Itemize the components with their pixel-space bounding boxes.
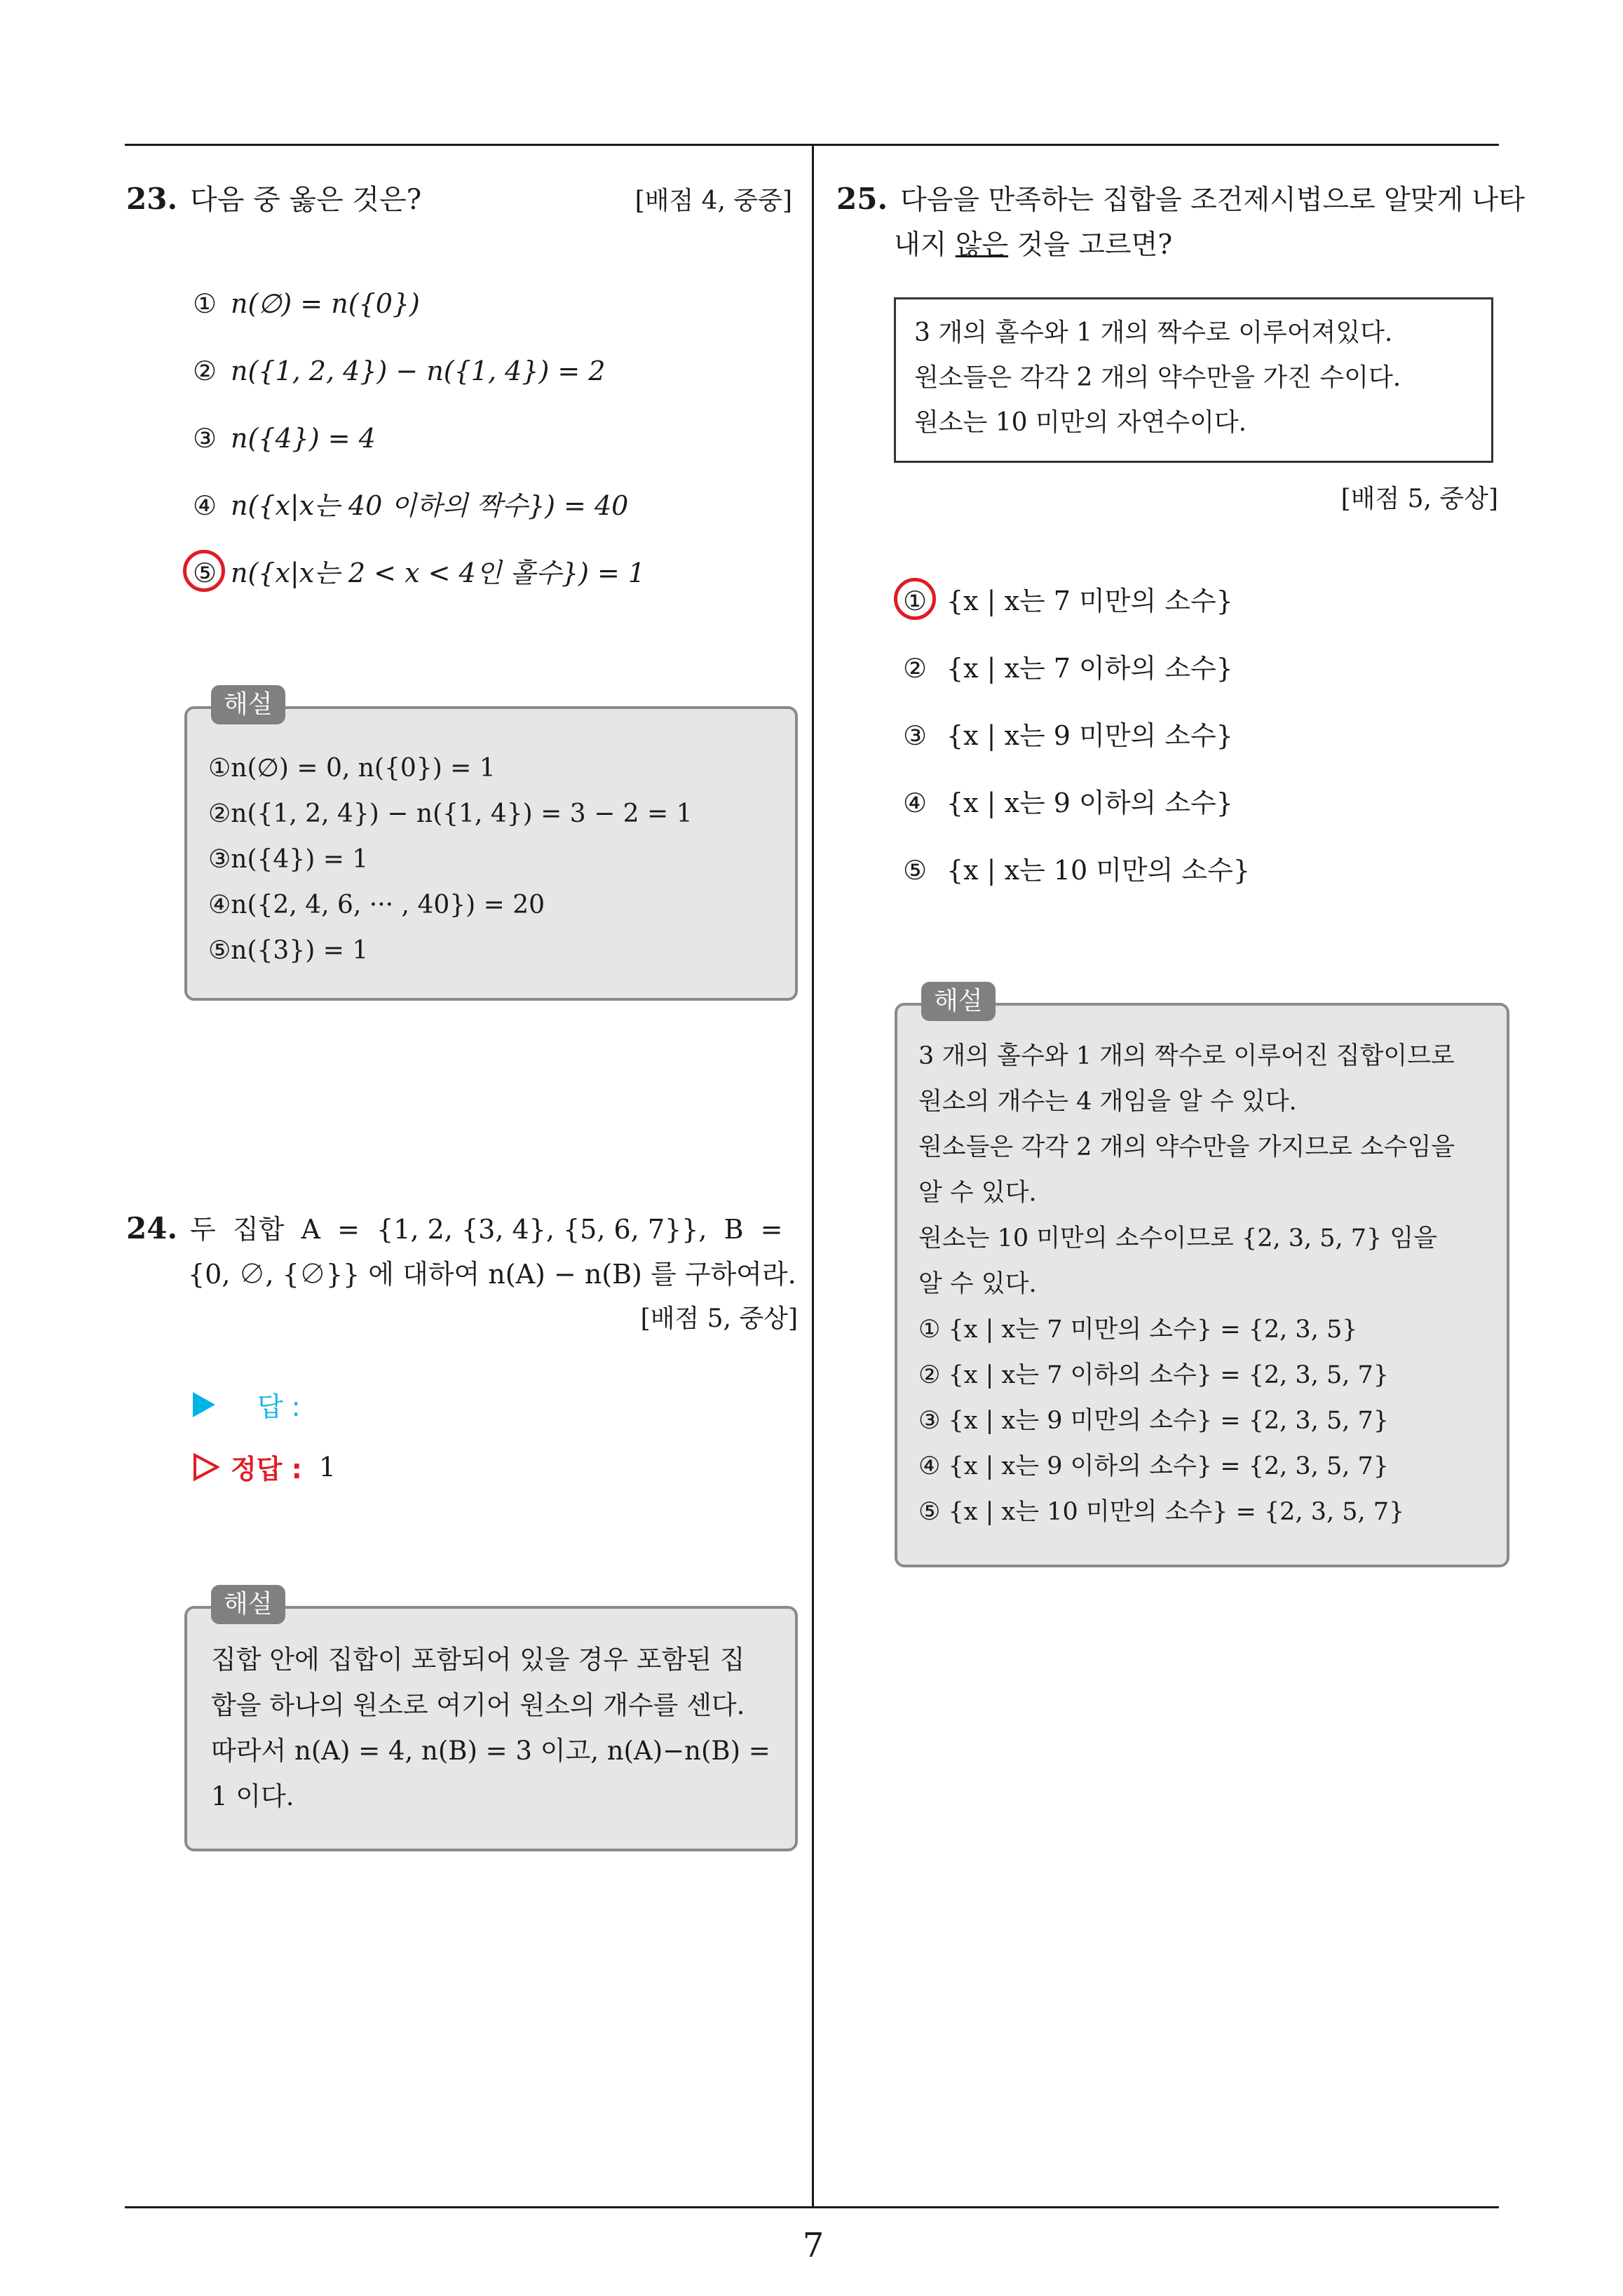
option-number: ⑤ <box>193 558 217 588</box>
option-5[interactable] <box>903 853 1492 888</box>
option-text: {x | x는 9 미만의 소수} <box>946 720 1233 751</box>
selected-answer-circle <box>894 578 936 620</box>
option-5[interactable] <box>193 555 796 590</box>
explanation-line: 원소들은 각각 2 개의 약수만을 가지므로 소수임을 <box>918 1133 1455 1161</box>
explanation-line: ⑤ {x | x는 10 미만의 소수} = {2, 3, 5, 7} <box>918 1498 1405 1526</box>
option-text: {x | x는 7 이하의 소수} <box>946 653 1233 684</box>
condition-line: 원소들은 각각 2 개의 약수만을 가진 수이다. <box>914 363 1401 392</box>
option-text: n({1, 2, 4}) − n({1, 4}) = 2 <box>231 356 606 386</box>
question-text-line-1: 두 집합 A = {1, 2, {3, 4}, {5, 6, 7}}, B = <box>190 1214 783 1245</box>
q23-options <box>193 286 796 590</box>
option-number: ② <box>903 653 928 684</box>
explanation-line: 집합 안에 집합이 포함되어 있을 경우 포함된 집 <box>211 1645 745 1675</box>
option-number: ④ <box>193 490 217 521</box>
option-1[interactable] <box>903 583 1492 619</box>
option-text: n({4}) = 4 <box>231 423 376 454</box>
explanation-text <box>211 1637 770 1819</box>
option-1[interactable] <box>193 286 796 321</box>
option-number: ④ <box>903 788 928 818</box>
question-23 <box>126 177 792 224</box>
page-number: 7 <box>802 2226 824 2265</box>
explanation-line: ④ {x | x는 9 이하의 소수} = {2, 3, 5, 7} <box>918 1452 1390 1480</box>
explanation-line: 합을 하나의 원소로 여기어 원소의 개수를 센다. <box>211 1690 745 1720</box>
option-text: n(∅) = n({0}) <box>231 288 420 319</box>
explanation-line: 1 이다. <box>211 1781 294 1811</box>
underlined-word: 않은 <box>955 229 1009 261</box>
selected-answer-circle <box>183 550 225 592</box>
question-text-line-1: 다음을 만족하는 집합을 조건제시법으로 알맞게 나타 <box>900 184 1525 216</box>
explanation-line: ②n({1, 2, 4}) − n({1, 4}) = 3 − 2 = 1 <box>208 799 693 828</box>
correct-label: 정답 : <box>231 1454 302 1485</box>
question-number: 25. <box>836 182 888 216</box>
option-text: n({x|x는 2 < x < 4인 홀수}) = 1 <box>231 558 646 588</box>
option-number: ③ <box>193 423 217 454</box>
option-number: ⑤ <box>903 855 928 886</box>
explanation-line: 원소는 10 미만의 소수이므로 {2, 3, 5, 7} 임을 <box>918 1224 1438 1252</box>
points-label: [배점 4, 중중] <box>634 187 792 215</box>
q24-explanation-box <box>184 1590 798 1851</box>
answer-label: 답 : <box>257 1391 301 1422</box>
explanation-line: 원소의 개수는 4 개임을 알 수 있다. <box>918 1088 1297 1116</box>
option-number: ① <box>193 288 217 319</box>
question-text-line-2: {0, ∅, {∅}} 에 대하여 n(A) − n(B) 를 구하여라. <box>188 1259 796 1290</box>
explanation-line: ② {x | x는 7 이하의 소수} = {2, 3, 5, 7} <box>918 1361 1390 1389</box>
explanation-text <box>918 1034 1455 1535</box>
explanation-line: 알 수 있다. <box>918 1179 1037 1207</box>
explanation-line: 따라서 n(A) = 4, n(B) = 3 이고, n(A)−n(B) = <box>211 1736 770 1766</box>
correct-value: 1 <box>318 1451 337 1483</box>
q25-points <box>1341 477 1498 522</box>
option-text: {x | x는 10 미만의 소수} <box>946 855 1251 886</box>
answer-input-row[interactable] <box>193 1385 301 1424</box>
explanation-text <box>208 745 693 973</box>
option-2[interactable] <box>193 353 796 389</box>
option-text: {x | x는 9 이하의 소수} <box>946 788 1233 818</box>
option-3[interactable] <box>903 718 1492 753</box>
option-number: ③ <box>903 720 928 751</box>
explanation-line: ④n({2, 4, 6, ··· , 40}) = 20 <box>208 891 545 919</box>
points-label: [배점 5, 중상] <box>1340 485 1498 513</box>
option-text: n({x|x는 40 이하의 짝수}) = 40 <box>231 490 629 521</box>
question-number: 23. <box>126 182 178 216</box>
question-number: 24. <box>126 1211 178 1245</box>
answer-arrow-icon <box>193 1392 215 1417</box>
conditions-box <box>894 297 1493 463</box>
q25-explanation-box <box>895 987 1509 1567</box>
explanation-line: 알 수 있다. <box>918 1270 1037 1298</box>
q25-options <box>903 583 1492 888</box>
option-number: ① <box>903 586 928 616</box>
question-text-line-2: 내지 않은 것을 고르면? <box>894 229 1173 261</box>
q23-explanation-box <box>184 690 798 1001</box>
explanation-tag: 해설 <box>921 982 996 1021</box>
question-25 <box>836 177 1525 268</box>
explanation-line: ⑤n({3}) = 1 <box>208 936 369 965</box>
column-divider <box>812 144 814 2208</box>
explanation-line: ① {x | x는 7 미만의 소수} = {2, 3, 5} <box>918 1316 1358 1344</box>
option-3[interactable] <box>193 421 796 456</box>
option-4[interactable] <box>903 785 1492 821</box>
bottom-rule <box>125 2206 1499 2208</box>
explanation-tag: 해설 <box>211 685 285 724</box>
explanation-line: 3 개의 홀수와 1 개의 짝수로 이루어진 집합이므로 <box>918 1042 1455 1070</box>
option-2[interactable] <box>903 651 1492 686</box>
explanation-line: ③ {x | x는 9 미만의 소수} = {2, 3, 5, 7} <box>918 1407 1390 1435</box>
option-text: {x | x는 7 미만의 소수} <box>946 586 1233 616</box>
points-label: [배점 5, 중상] <box>640 1304 798 1333</box>
correct-arrow-icon <box>193 1453 219 1481</box>
condition-line: 3 개의 홀수와 1 개의 짝수로 이루어져있다. <box>914 318 1393 347</box>
explanation-line: ①n(∅) = 0, n({0}) = 1 <box>208 754 496 783</box>
explanation-tag: 해설 <box>211 1585 285 1624</box>
explanation-line: ③n({4}) = 1 <box>208 845 369 874</box>
option-4[interactable] <box>193 488 796 523</box>
condition-line: 원소는 10 미만의 자연수이다. <box>914 408 1247 437</box>
option-number: ② <box>193 356 217 386</box>
correct-answer-row <box>193 1447 336 1486</box>
question-text: 다음 중 옳은 것은? <box>190 184 422 216</box>
question-24 <box>126 1206 799 1342</box>
